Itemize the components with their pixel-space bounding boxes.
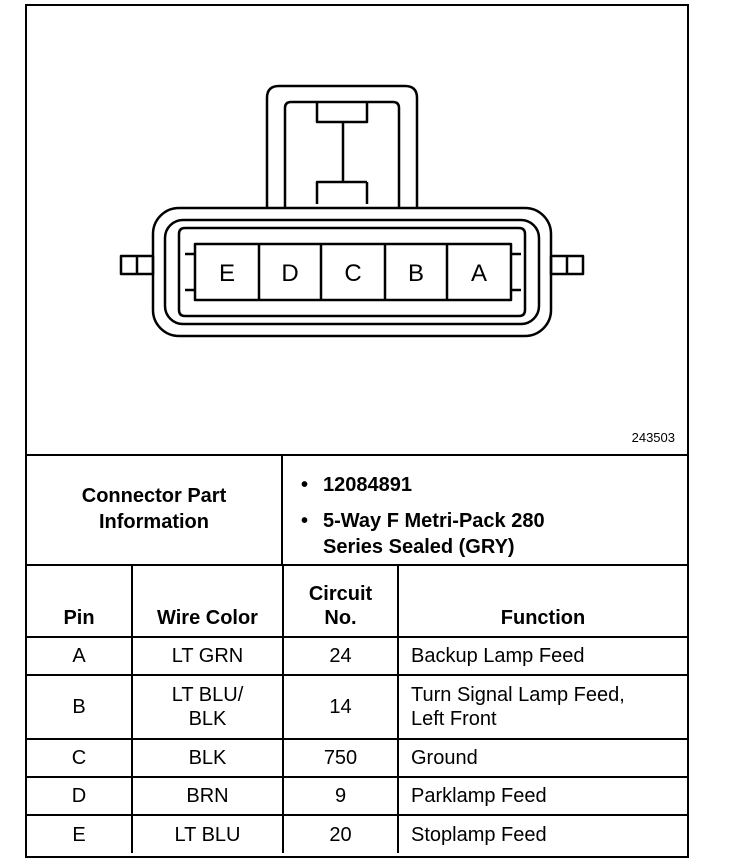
pinout-table (27, 564, 687, 853)
info-item-part-number: • 12084891 (323, 472, 687, 498)
table-row (27, 675, 687, 739)
info-bullet-list (283, 454, 687, 564)
latch-t-shape (317, 102, 367, 204)
figure-id: 243503 (631, 430, 675, 445)
function-cell: Stoplamp Feed (398, 815, 687, 853)
pin-cell: B (27, 675, 132, 739)
cavity-label-c: C (344, 260, 362, 287)
header-circuit: Circuit No. (283, 564, 398, 637)
wire-color-cell: LT GRN (132, 637, 283, 675)
function-cell: Parklamp Feed (398, 777, 687, 815)
connector-illustration (27, 6, 687, 456)
circuit-cell: 9 (283, 777, 398, 815)
function-cell: Turn Signal Lamp Feed, Left Front (398, 675, 687, 739)
pin-cell: D (27, 777, 132, 815)
info-label-line: Connector Part (81, 485, 227, 507)
table-row (27, 739, 687, 777)
function-cell: Backup Lamp Feed (398, 637, 687, 675)
circuit-cell: 24 (283, 637, 398, 675)
cavity-label-d: D (281, 260, 299, 287)
connector-part-info (27, 454, 687, 566)
table-header-row (27, 564, 687, 637)
pin-cell: A (27, 637, 132, 675)
table-row (27, 777, 687, 815)
circuit-cell: 750 (283, 739, 398, 777)
info-item-description: • 5-Way F Metri-Pack 280 Series Sealed (GRY) (323, 508, 687, 560)
info-label (27, 454, 283, 564)
header-function: Function (398, 564, 687, 637)
connector-face-drawing (27, 6, 687, 454)
circuit-cell: 20 (283, 815, 398, 853)
connector-diagram-sheet (25, 4, 689, 858)
wire-color-cell: LT BLU/ BLK (132, 675, 283, 739)
cavity-label-e: E (218, 260, 236, 287)
header-wire-color: Wire Color (132, 564, 283, 637)
cavity-label-a: A (470, 260, 488, 287)
table-row (27, 815, 687, 853)
circuit-cell: 14 (283, 675, 398, 739)
wire-color-cell: LT BLU (132, 815, 283, 853)
table-row (27, 637, 687, 675)
function-cell: Ground (398, 739, 687, 777)
header-pin: Pin (27, 564, 132, 637)
wire-color-cell: BRN (132, 777, 283, 815)
wire-color-cell: BLK (132, 739, 283, 777)
info-label-line: Information (99, 511, 209, 533)
pin-cell: E (27, 815, 132, 853)
pin-cell: C (27, 739, 132, 777)
cavity-label-b: B (407, 260, 425, 287)
